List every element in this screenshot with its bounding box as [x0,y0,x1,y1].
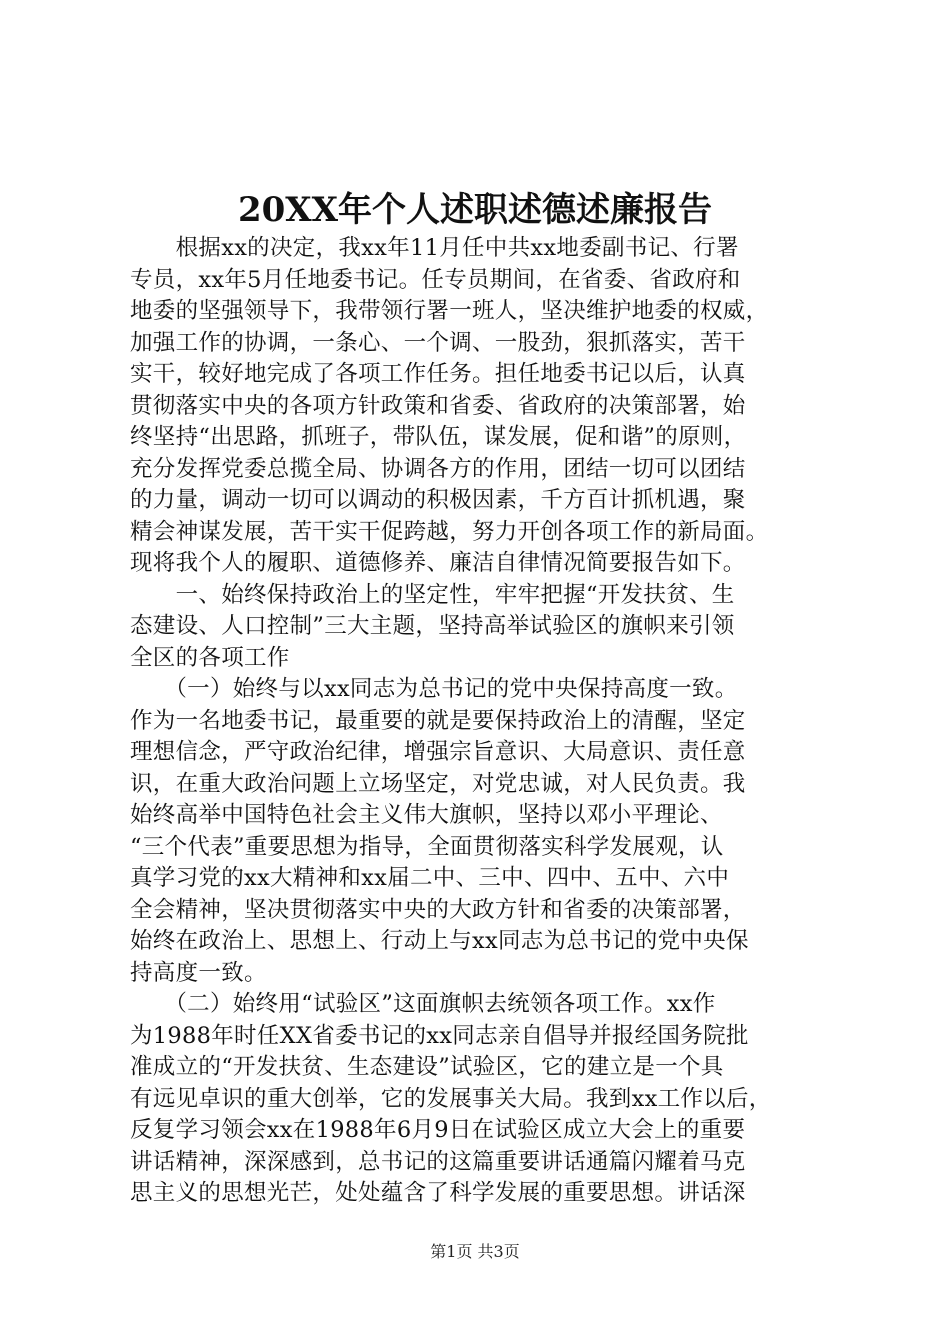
body-line: “三个代表”重要思想为指导，全面贯彻落实科学发展观，认 [130,833,724,860]
body-line: 专员，xx年5月任地委书记。任专员期间，在省委、省政府和 [130,266,741,293]
document-title: 20XX年个人述职述德述廉报告 [237,190,713,230]
body-line: 加强工作的协调，一条心、一个调、一股劲，狠抓落实，苦干 [130,329,746,356]
body-line: 为1988年时任XX省委书记的xx同志亲自倡导并报经国务院批 [130,1022,749,1049]
body-line: 全区的各项工作 [130,644,290,671]
body-line: （二）始终用“试验区”这面旗帜去统领各项工作。xx作 [130,991,716,1017]
page-footer: 第1页 共3页 [430,1242,520,1261]
body-line: 讲话精神，深深感到，总书记的这篇重要讲话通篇闪耀着马克 [130,1148,746,1175]
body-line: 真学习党的xx大精神和xx届二中、三中、四中、五中、六中 [130,865,730,891]
body-line: 地委的坚强领导下，我带领行署一班人，坚决维护地委的权威， [130,298,769,324]
body-line: 始终在政治上、思想上、行动上与xx同志为总书记的党中央保 [130,928,749,954]
body-line: 根据xx的决定，我xx年11月任中共xx地委副书记、行署 [130,235,739,261]
body-line: 思主义的思想光芒，处处蕴含了科学发展的重要思想。讲话深 [130,1180,746,1206]
body-line: 一、始终保持政治上的坚定性，牢牢把握“开发扶贫、生 [130,581,735,608]
body-line: 精会神谋发展，苦干实干促跨越，努力开创各项工作的新局面。 [130,518,769,545]
body-line: 始终高举中国特色社会主义伟大旗帜，坚持以邓小平理论、 [130,802,723,828]
body-line: 反复学习领会xx在1988年6月9日在试验区成立大会上的重要 [130,1117,746,1143]
document-body [130,233,830,1210]
body-line: 全会精神，坚决贯彻落实中央的大政方针和省委的决策部署， [130,896,746,923]
body-line: （一）始终与以xx同志为总书记的党中央保持高度一致。 [130,676,738,702]
body-line: 有远见卓识的重大创举，它的发展事关大局。我到xx工作以后， [130,1085,772,1112]
body-line: 充分发挥党委总揽全局、协调各方的作用，团结一切可以团结 [130,455,746,482]
body-line: 识，在重大政治问题上立场坚定，对党忠诚，对人民负责。我 [130,770,746,797]
body-line: 作为一名地委书记，最重要的就是要保持政治上的清醒，坚定 [130,707,746,734]
body-line: 理想信念，严守政治纪律，增强宗旨意识、大局意识、责任意 [130,739,746,765]
body-line: 态建设、人口控制”三大主题，坚持高举试验区的旗帜来引领 [130,613,735,639]
body-line: 的力量，调动一切可以调动的积极因素，千方百计抓机遇，聚 [130,487,746,513]
body-line: 持高度一致。 [130,959,267,986]
body-line: 实干，较好地完成了各项工作任务。担任地委书记以后，认真 [130,361,746,387]
body-line: 准成立的“开发扶贫、生态建设”试验区，它的建立是一个具 [130,1054,724,1080]
body-line: 现将我个人的履职、道德修养、廉洁自律情况简要报告如下。 [130,550,746,576]
body-line: 贯彻落实中央的各项方针政策和省委、省政府的决策部署，始 [130,392,746,419]
body-line: 终坚持“出思路，抓班子，带队伍，谋发展，促和谐”的原则， [130,424,747,450]
